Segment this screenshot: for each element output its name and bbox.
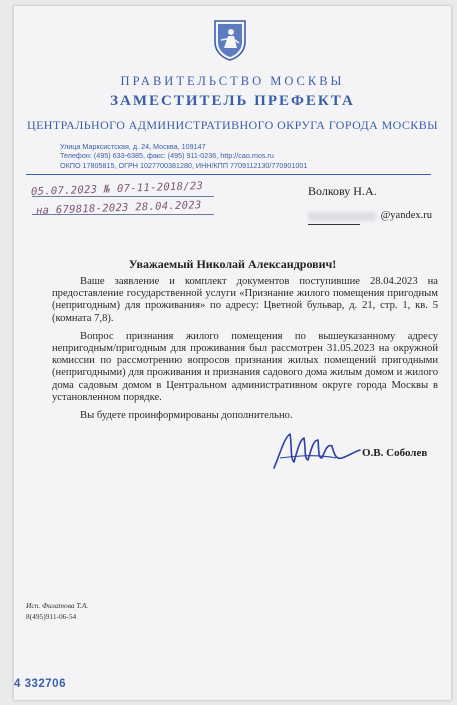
recipient-email: @yandex.ru [380,210,432,221]
body-paragraph: Ваше заявление и комплект документов поступившие 28.04.2023 на предоставление государственной услуги «Признание жилого помещения пригодным (непригодным) для проживания» по адресу: Цветной бульвар, д. 21, стр. 1, кв. 5 (комната 7,8). [52,276,438,324]
registration-underline [32,214,214,215]
handwritten-signature [266,428,362,472]
government-title: ПРАВИТЕЛЬСТВО МОСКВЫ [120,74,345,88]
letterhead-divider [26,174,431,175]
outgoing-number: 05.07.2023 № 07-11-2018/23 [30,179,204,199]
body-paragraph: Вы будете проинформированы дополнительно. [80,410,293,422]
address-line: Улица Марксистская, д. 24, Москва, 109147 [60,142,206,151]
incoming-reference: на 679818-2023 28.04.2023 [35,199,202,217]
executor-phone: 8(495)911-06-54 [26,612,77,621]
phones-line: Телефон: (495) 633-6385, факс: (495) 911-0236, http://cao.mos.ru [60,151,274,161]
executor-block [26,600,88,622]
body-paragraph: Вопрос признания жилого помещения по вышеуказанному адресу непригодным/пригодным для проживания был рассмотрен 31.05.2023 на окружной комиссии по рассмотрению вопросов признания жилых помещений пригодными (непригодными) для проживания и признания садового дома жилым домом и жилого дома садовым домом в Центральном административном округе города Москвы в установленном порядке. [52,330,438,403]
letter-body [52,276,438,428]
district-title: ЦЕНТРАЛЬНОГО АДМИНИСТРАТИВНОГО ОКРУГА ГОРОДА МОСКВЫ [27,118,438,132]
greeting: Уважаемый Николай Александрович! [128,257,337,271]
letterhead-contacts [60,142,307,170]
registration-underline [32,196,214,197]
deputy-prefect-title: ЗАМЕСТИТЕЛЬ ПРЕФЕКТА [110,93,355,109]
recipient-name: Волкову Н.А. [308,184,377,198]
form-serial-number: 4 332706 [14,678,66,690]
letter-page [14,6,451,700]
executor-name: Исп. Филатова Т.А. [26,601,89,610]
moscow-coat-of-arms-icon [212,18,248,62]
codes-line: ОКПО 17805815, ОГРН 1027700381280, ИНН/КПП 7709112130/770901001 [60,160,308,170]
signer-name: О.В. Соболев [362,447,428,459]
email-underline [308,224,360,225]
